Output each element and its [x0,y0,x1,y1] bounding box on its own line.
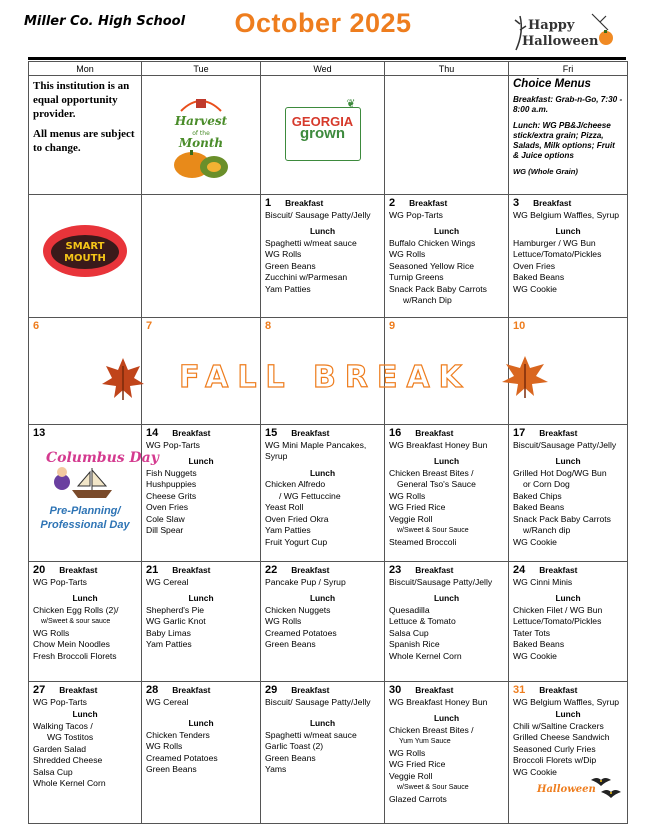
lunch-item: Snack Pack Baby Carrots [389,283,487,294]
harvest-cell [142,76,261,195]
breakfast-item: WG Cinni Minis [513,576,573,587]
lunch-item: w/Sweet & Sour Sauce [397,527,469,534]
day-number: 14 [146,427,159,439]
lunch-item: Baked Beans [513,502,565,512]
lunch-label: Lunch [433,456,460,466]
lunch-item: Spaghetti w/meat sauce [265,237,357,248]
lunch-item: Hamburger / WG Bun [513,237,596,248]
breakfast-label: Breakfast [539,685,578,695]
day-cell-29 [261,682,385,824]
breakfast-label: Breakfast [291,565,330,575]
day-cell-16 [385,425,509,562]
day-number: 17 [513,427,526,439]
lunch-item: Grilled Cheese Sandwich [513,732,610,742]
lunch-item: Chicken Breast Bites / [389,724,474,735]
lunch-item: Garden Salad [33,743,87,754]
choice-menus-title: Choice Menus [513,78,591,90]
lunch-item: WG Rolls [389,490,426,501]
day-number: 28 [146,684,159,696]
lunch-item: Grilled Hot Dog/WG Bun [513,467,607,478]
day-cell-15 [261,425,385,562]
lunch-item: Oven Fried Okra [265,513,329,524]
breakfast-label: Breakfast [172,565,211,575]
lunch-item: WG Fried Rice [389,759,446,769]
day-cell-1 [261,195,385,318]
lunch-item: Yam Patties [265,283,311,294]
day-cell-20 [29,562,142,682]
day-number: 2 [389,197,396,209]
day-number: 22 [265,564,278,576]
lunch-item: Dill Spear [146,525,184,535]
day-number: 3 [513,197,520,209]
day-number: 15 [265,427,278,439]
lunch-item: Chicken Alfredo [265,479,326,489]
lunch-item: Green Beans [265,639,316,649]
day-cell-31 [509,682,628,824]
breakfast-label: Breakfast [415,428,454,438]
lunch-item: Salsa Cup [33,766,73,777]
day-header-fri: Fri [509,62,628,76]
lunch-item: Chili w/Saltine Crackers [513,720,604,731]
lunch-item: Chicken Breast Bites / [389,467,474,478]
breakfast-label: Breakfast [285,198,324,208]
breakfast-label: Breakfast [172,685,211,695]
breakfast-item: Biscuit/ Sausage Patty/Jelly [265,209,371,220]
halloween-graphic [513,780,623,802]
breakfast-item: WG Breakfast Honey Bun [389,696,488,707]
lunch-item: Chicken Egg Rolls (2)/ [33,604,119,615]
georgia-grown-cell [261,76,385,195]
lunch-item: Veggie Roll [389,770,433,781]
breakfast-item: WG Cereal [146,576,189,587]
lunch-item: Whole Kernel Corn [389,650,462,661]
breakfast-item: WG Breakfast Honey Bun [389,439,488,450]
lunch-item: Chicken Tenders [146,729,210,740]
breakfast-item: Pancake Pup / Syrup [265,576,346,587]
lunch-item: Glazed Carrots [389,793,447,804]
lunch-item: Broccoli Florets w/Dip [513,755,597,765]
lunch-item: Shredded Cheese [33,755,103,765]
header-rule [28,57,626,60]
whole-grain-note: WG (Whole Grain) [513,166,578,176]
day-header-mon: Mon [29,62,142,76]
breakfast-item: Biscuit/ Sausage Patty/Jelly [265,696,371,707]
lunch-item: Yam Patties [146,639,192,649]
day-number: 8 [265,320,272,332]
lunch-item: WG Rolls [265,249,302,259]
breakfast-item: Biscuit/Sausage Patty/Jelly [513,439,617,450]
lunch-item: Lettuce & Tomato [389,616,456,626]
breakfast-item: WG Pop-Tarts [33,696,87,707]
lunch-item: or Corn Dog [523,479,570,489]
lunch-item: Salsa Cup [389,627,429,638]
lunch-label: Lunch [309,593,336,603]
lunch-item: Baked Chips [513,490,562,501]
happy-halloween-logo [514,12,614,52]
lunch-item: Seasoned Yellow Rice [389,260,475,271]
lunch-item: Baby Limas [146,627,191,638]
day-cell-17 [509,425,628,562]
breakfast-label: Breakfast [172,428,211,438]
breakfast-item: WG Pop-Tarts [146,439,200,450]
lunch-item: Baked Beans [513,639,565,649]
lunch-item: Spanish Rice [389,639,440,649]
lunch-item: Whole Kernel Corn [33,778,106,788]
choice-lunch: Lunch: WG PB&J/cheese stick/extra grain; Pizza, Salads, Milk options; Fruit & Juice options [513,120,615,160]
lunch-label: Lunch [188,456,214,466]
lunch-item: WG Rolls [265,616,302,626]
lunch-item: Chow Mein Noodles [33,639,110,649]
breakfast-item: WG Belgium Waffles, Syrup [513,209,620,220]
lunch-label: Lunch [555,456,581,466]
lunch-item: Oven Fries [146,502,189,512]
lunch-label: Lunch [433,713,460,723]
day-number: 13 [33,427,46,439]
lunch-item: Spaghetti w/meat sauce [265,729,357,740]
lunch-label: Lunch [188,593,214,603]
choice-breakfast: Breakfast: Grab-n-Go, 7:30 - 8:00 a.m. [513,94,623,114]
lunch-item: Buffalo Chicken Wings [389,237,476,248]
menu-change-notice: All menus are subject to change. [33,128,135,154]
day-number: 16 [389,427,402,439]
day-cell-21 [142,562,261,682]
breakfast-label: Breakfast [533,198,572,208]
halloween-text: Halloween [537,784,596,795]
lunch-item: Green Beans [146,764,197,774]
svg-text:Harvest: Harvest [174,114,228,128]
lunch-item: Yeast Roll [265,502,304,512]
lunch-item: Fruit Yogurt Cup [265,536,328,547]
lunch-item: General Tso's Sauce [397,479,476,489]
lunch-label: Lunch [309,467,336,478]
svg-text:SMART: SMART [65,241,105,252]
breakfast-item: Biscuit/Sausage Patty/Jelly [389,576,493,587]
day-number: 31 [513,684,526,696]
svg-text:Happy: Happy [528,18,575,33]
lunch-label: Lunch [555,593,581,603]
lunch-item: w/Sweet & Sour Sauce [397,784,469,791]
lunch-label: Lunch [555,709,581,719]
lunch-item: Creamed Potatoes [265,627,337,638]
day-number: 23 [389,564,402,576]
day-cell-24 [509,562,628,682]
day-cell-2 [385,195,509,318]
lunch-item: w/Ranch dip [523,525,571,535]
lunch-item: WG Garlic Knot [146,616,206,626]
lunch-item: Chicken Filet / WG Bun [513,604,603,615]
breakfast-label: Breakfast [59,565,98,575]
breakfast-item: WG Cereal [146,696,189,707]
day-number: 7 [146,320,153,332]
lunch-item: Chicken Nuggets [265,604,331,615]
lunch-item: w/Ranch Dip [403,295,452,305]
lunch-label: Lunch [72,709,98,719]
lunch-item: WG Rolls [389,249,426,259]
svg-text:of the: of the [192,130,210,137]
lunch-item: Yam Patties [265,525,311,535]
day-number: 21 [146,564,159,576]
lunch-item: Baked Beans [513,272,565,282]
breakfast-label: Breakfast [291,428,330,438]
lunch-item: Seasoned Curly Fries [513,743,596,754]
lunch-item: w/Sweet & sour sauce [41,618,111,625]
lunch-item: Steamed Broccoli [389,536,457,547]
lunch-item: WG Rolls [146,741,183,751]
columbus-day-logo [42,446,159,500]
lunch-label: Lunch [72,593,98,603]
lunch-item: Veggie Roll [389,513,433,524]
breakfast-item: WG Belgium Waffles, Syrup [513,696,620,707]
lunch-label: Lunch [309,226,336,236]
smart-mouth-cell [29,195,142,318]
day-cell-14 [142,425,261,562]
lunch-item: Zucchini w/Parmesan [265,272,348,282]
svg-text:MOUTH: MOUTH [64,253,106,264]
day-number: 24 [513,564,526,576]
lunch-item: Oven Fries [513,260,556,271]
lunch-item: Green Beans [265,752,316,763]
lunch-item: Quesadilla [389,604,430,615]
lunch-item: WG Cookie [513,766,557,777]
lunch-item: / WG Fettuccine [279,490,341,501]
lunch-label: Lunch [309,718,336,728]
lunch-label: Lunch [555,226,581,236]
lunch-item: WG Rolls [389,747,426,758]
bats-icon [589,774,623,802]
lunch-item: Creamed Potatoes [146,752,218,763]
autumn-leaf-icon [500,354,550,400]
leaf-icon: ❦ [346,98,356,110]
day-header-wed: Wed [261,62,385,76]
breakfast-label: Breakfast [291,685,330,695]
svg-text:Columbus Day: Columbus Day [46,449,159,466]
lunch-item: Lettuce/Tomato/Pickles [513,616,602,626]
lunch-label: Lunch [433,593,460,603]
day-cell-23 [385,562,509,682]
breakfast-item: WG Pop-Tarts [389,209,443,220]
lunch-item: WG Fried Rice [389,502,446,512]
day-number: 10 [513,320,526,332]
day-header-thu: Thu [385,62,509,76]
empty-cell [142,195,261,318]
lunch-item: Garlic Toast (2) [265,741,324,751]
day-number: 9 [389,320,396,332]
breakfast-item: WG Pop-Tarts [33,576,87,587]
smart-mouth-logo [41,222,129,280]
lunch-item: Yum Yum Sauce [399,738,451,745]
empty-cell [385,76,509,195]
lunch-label: Lunch [433,226,460,236]
school-name: Miller Co. High School [24,14,186,29]
breakfast-label: Breakfast [539,428,578,438]
day-cell-22 [261,562,385,682]
choice-menus-cell [509,76,628,195]
lunch-item: Yams [265,764,287,774]
lunch-item: Cheese Grits [146,490,197,501]
lunch-item: Green Beans [265,260,316,271]
lunch-item: WG Rolls [33,627,70,638]
breakfast-item: WG Mini Maple Pancakes, Syrup [265,439,367,461]
day-number: 1 [265,197,272,209]
lunch-item: WG Cookie [513,283,557,294]
lunch-item: Lettuce/Tomato/Pickles [513,249,602,259]
breakfast-label: Breakfast [409,198,448,208]
notice-cell [29,76,142,195]
lunch-item: Walking Tacos / [33,720,93,731]
day-number: 27 [33,684,46,696]
lunch-item: Fish Nuggets [146,467,197,478]
lunch-item: Fresh Broccoli Florets [33,650,117,661]
svg-text:Month: Month [178,136,224,150]
day-number: 29 [265,684,278,696]
breakfast-label: Breakfast [415,685,454,695]
day-cell-3 [509,195,628,318]
fall-break-banner: FALL BREAK [179,360,471,395]
lunch-item: Snack Pack Baby Carrots [513,513,611,524]
svg-text:Halloween: Halloween [522,34,599,49]
pre-planning-note: Pre-Planning/ Professional Day [40,504,130,531]
day-number: 20 [33,564,46,576]
breakfast-label: Breakfast [59,685,98,695]
breakfast-label: Breakfast [539,565,578,575]
day-number: 30 [389,684,402,696]
autumn-leaf-icon [100,356,146,402]
equal-opportunity-notice: This institution is an equal opportunity provider. [33,80,130,120]
day-cell-30 [385,682,509,824]
lunch-item: Hushpuppies [146,479,197,489]
day-header-tue: Tue [142,62,261,76]
lunch-item: Shepherd's Pie [146,604,205,615]
lunch-item: WG Tostitos [47,732,94,742]
month-title: October 2025 [234,8,412,38]
day-cell-28 [142,682,261,824]
harvest-of-the-month-logo [166,91,236,181]
georgia-grown-logo: ❦ GEORGIA grown [285,107,361,161]
day-cell-27 [29,682,142,824]
breakfast-label: Breakfast [415,565,454,575]
day-number: 6 [33,320,40,332]
lunch-item: Turnip Greens [389,272,444,282]
lunch-item: WG Cookie [513,650,557,661]
menu-calendar [28,61,628,824]
lunch-item: Tater Tots [513,627,551,638]
lunch-label: Lunch [188,718,214,728]
lunch-item: Cole Slaw [146,513,185,524]
lunch-item: WG Cookie [513,536,557,547]
page-header [0,0,646,58]
